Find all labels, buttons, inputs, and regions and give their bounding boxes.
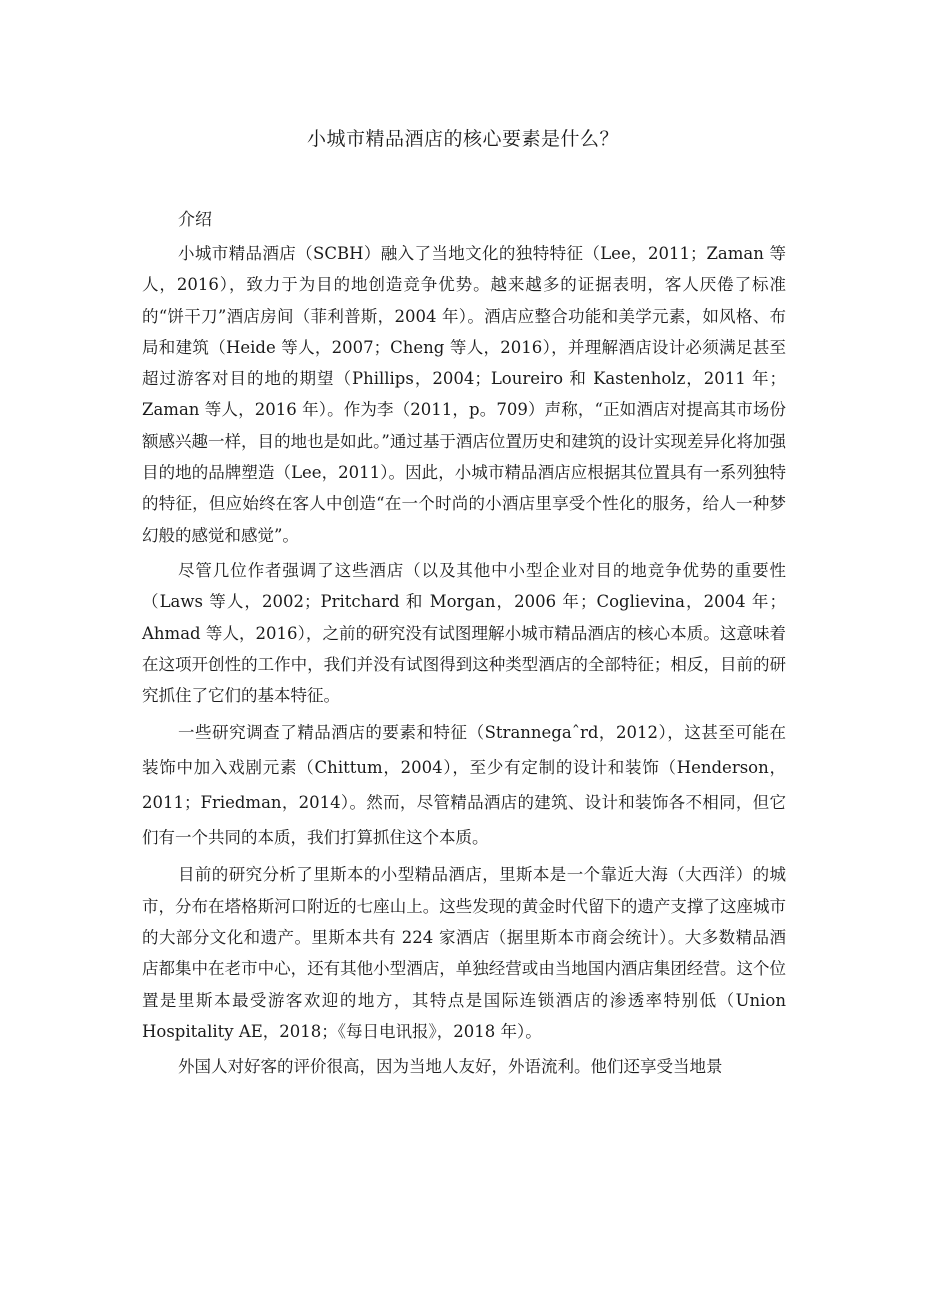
paragraph: 小城市精品酒店（SCBH）融入了当地文化的独特特征（Lee，2011；Zaman 等人，2016），致力于为目的地创造竞争优势。越来越多的证据表明，客人厌倦了标准的“饼干刀”酒店房间（菲利普斯，2004 年）。酒店应整合功能和美学元素，如风格、布局和建筑（Heide 等人，2007；Cheng 等人，2016），并理解酒店设计必须满足甚至超过游客对目的地的期望（Phillips，2004；Loureiro 和 Kastenholz，2011 年；Zaman 等人，2016 年）。作为李（2011，p。709）声称，“正如酒店对提高其市场份额感兴趣一样，目的地也是如此。”通过基于酒店位置历史和建筑的设计实现差异化将加强目的地的品牌塑造（Lee，2011）。因此，小城市精品酒店应根据其位置具有一系列独特的特征，但应始终在客人中创造“在一个时尚的小酒店里享受个性化的服务，给人一种梦幻般的感觉和感觉”。 — [142, 244, 786, 545]
section-heading: 介绍 — [178, 210, 212, 230]
page-title: 小城市精品酒店的核心要素是什么？ — [306, 128, 619, 150]
paragraph: 尽管几位作者强调了这些酒店（以及其他中小型企业对目的地竞争优势的重要性（Laws 等人，2002；Pritchard 和 Morgan，2006 年；Coglievina，2004 年；Ahmad 等人，2016），之前的研究没有试图理解小城市精品酒店的核心本质。这意味着在这项开创性的工作中，我们并没有试图得到这种类型酒店的全部特征；相反，目前的研究抓住了它们的基本特征。 — [142, 560, 786, 706]
paragraph: 外国人对好客的评价很高，因为当地人友好，外语流利。他们还享受当地景 — [178, 1057, 723, 1077]
body-text — [142, 238, 786, 1087]
paragraph: 目前的研究分析了里斯本的小型精品酒店，里斯本是一个靠近大海（大西洋）的城市，分布在塔格斯河口附近的七座山上。这些发现的黄金时代留下的遗产支撑了这座城市的大部分文化和遗产。里斯本共有 224 家酒店（据里斯本市商会统计）。大多数精品酒店都集中在老市中心，还有其他小型酒店，单独经营或由当地国内酒店集团经营。这个位置是里斯本最受游客欢迎的地方，其特点是国际连锁酒店的渗透率特别低（Union Hospitality AE，2018；《每日电讯报》，2018 年）。 — [142, 865, 786, 1041]
paragraph: 一些研究调查了精品酒店的要素和特征（Strannegaˆrd，2012），这甚至可能在装饰中加入戏剧元素（Chittum，2004），至少有定制的设计和装饰（Henderson，2011；Friedman，2014）。然而，尽管精品酒店的建筑、设计和装饰各不相同，但它们有一个共同的本质，我们打算抓住这个本质。 — [142, 723, 786, 848]
